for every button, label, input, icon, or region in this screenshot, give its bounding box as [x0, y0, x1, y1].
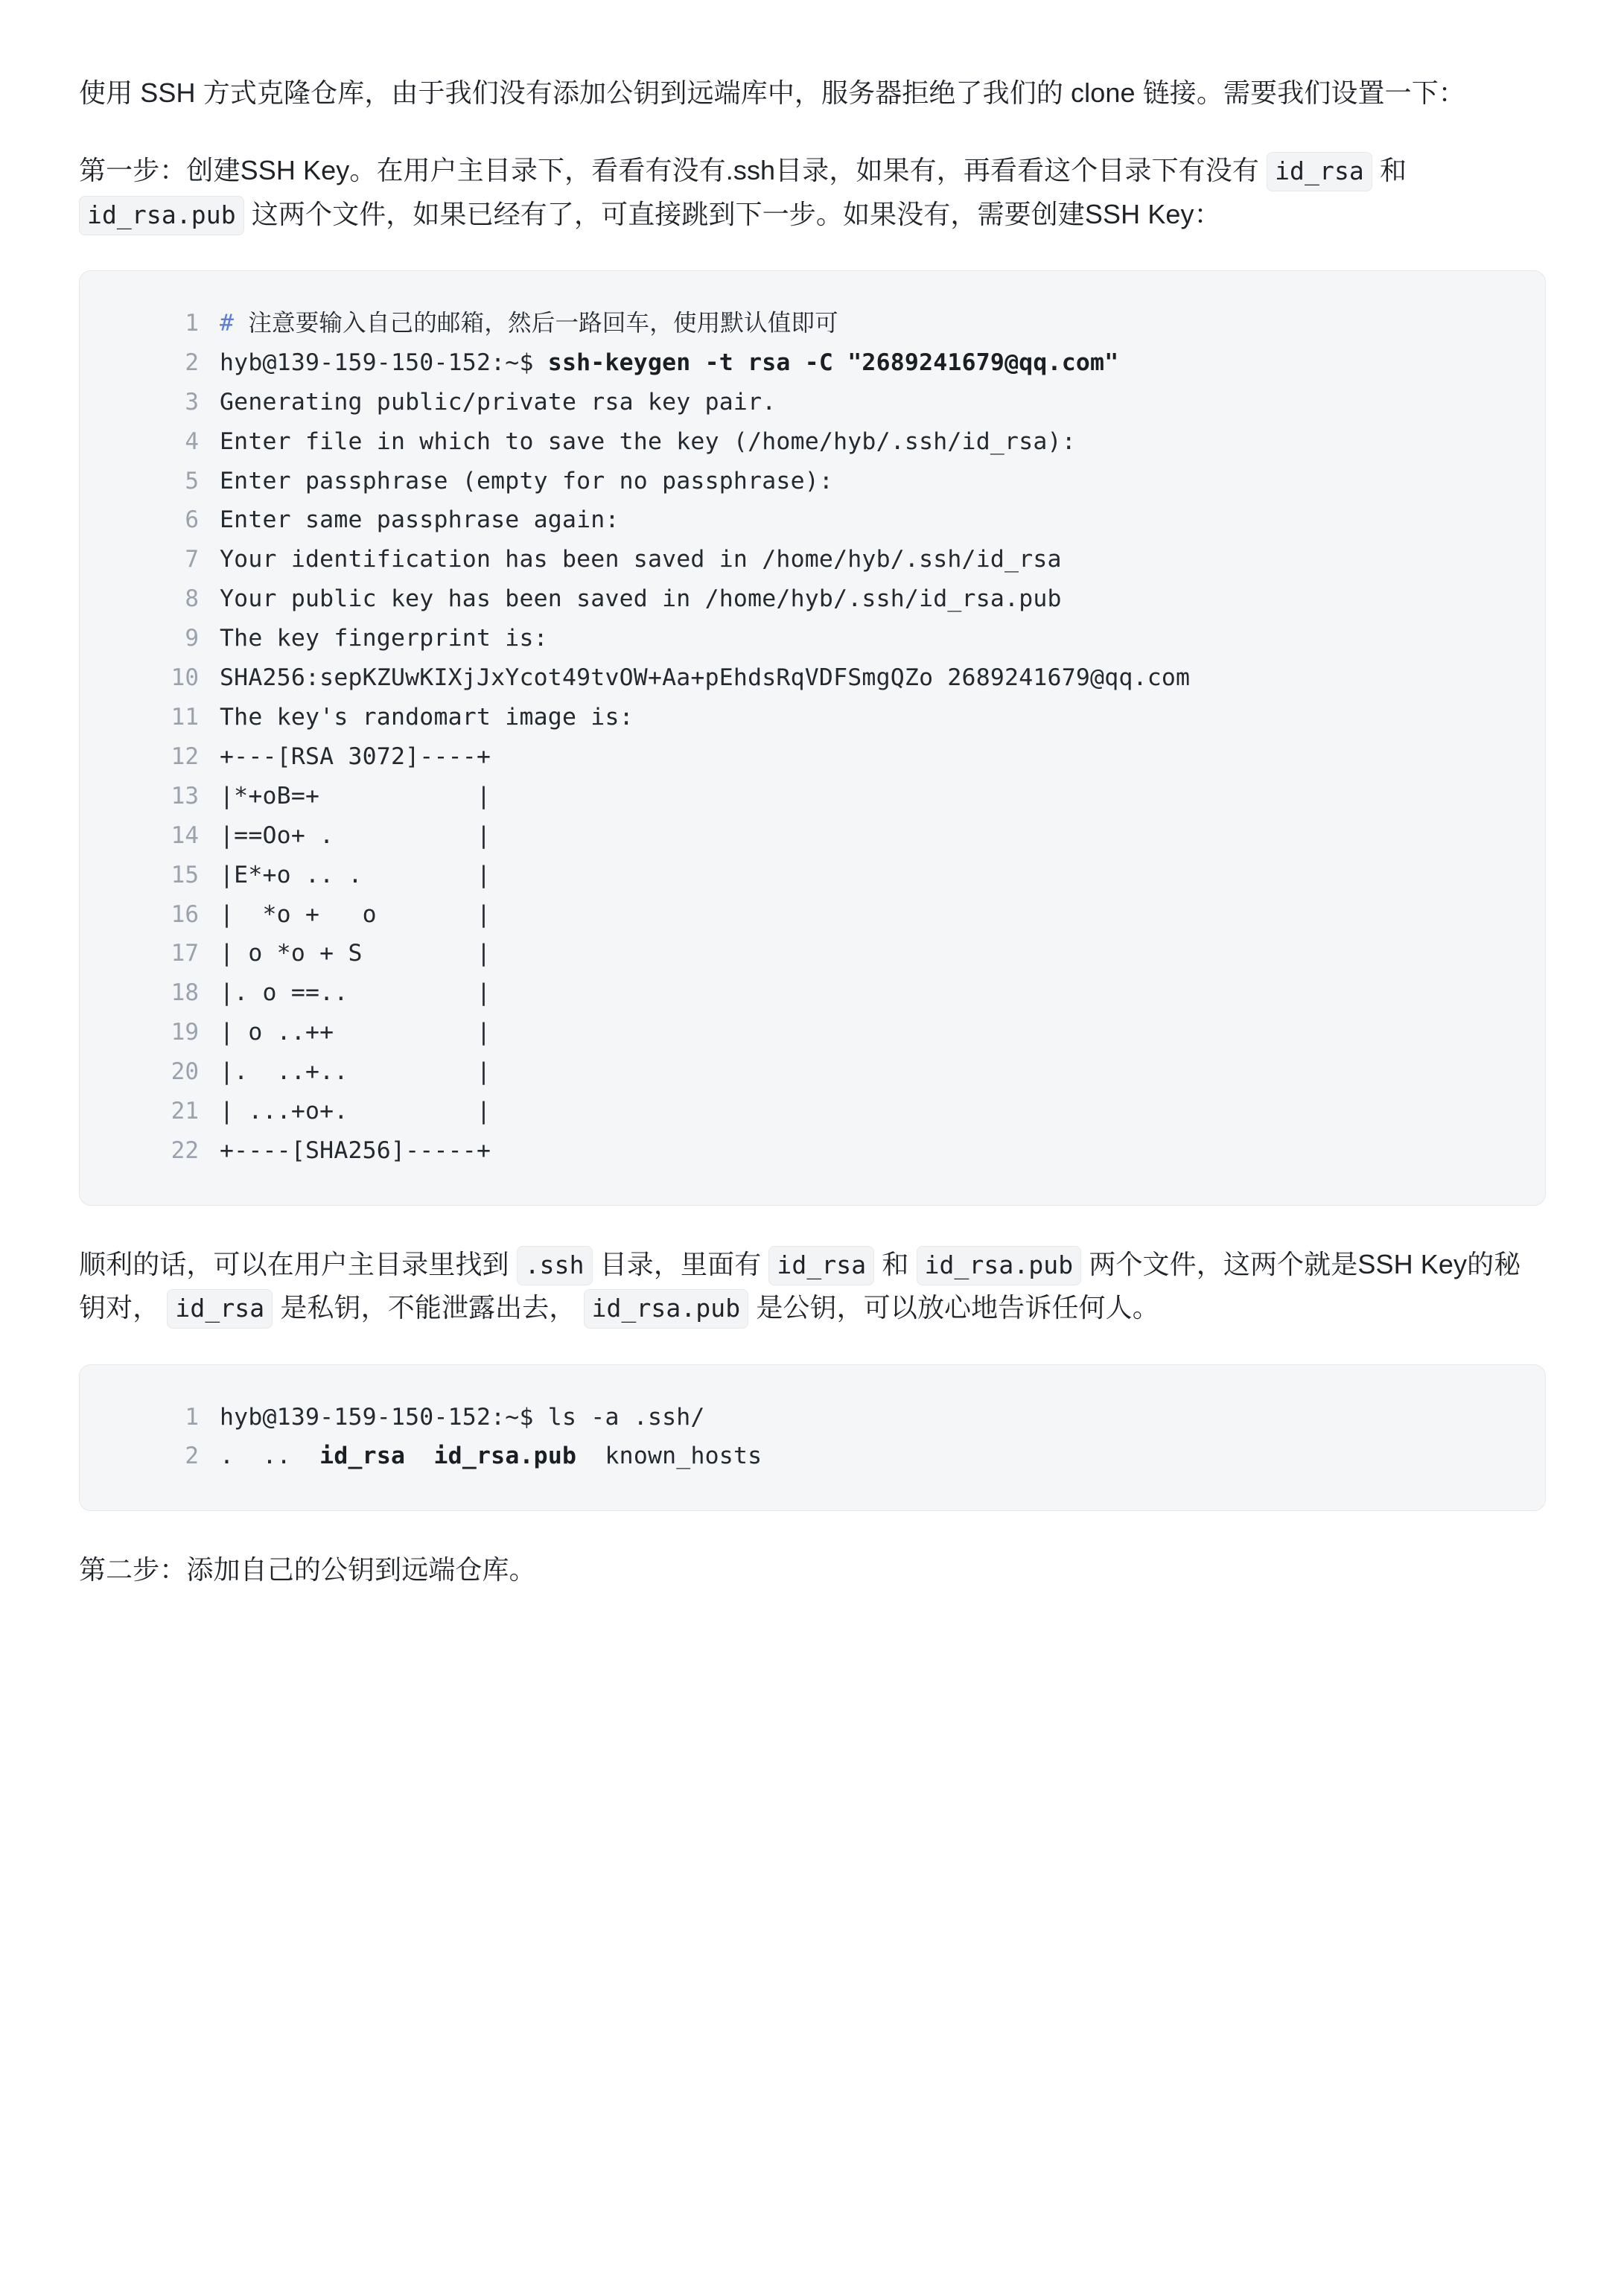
step-one-paragraph [79, 149, 1545, 236]
line-number: 16 [171, 900, 199, 928]
line-content: Your public key has been saved in /home/hyb/.ssh/id_rsa.pub [220, 585, 1062, 613]
result-paragraph [79, 1243, 1545, 1330]
result-conjunction: 和 [882, 1248, 909, 1279]
result-text-part2: 目录，里面有 [599, 1248, 762, 1279]
line-number: 19 [171, 1019, 199, 1046]
step-one-text-part1: 第一步：创建SSH Key。在用户主目录下，看看有没有.ssh目录，如果有，再看看这个目录下有没有 [79, 155, 1259, 186]
line-content: Enter file in which to save the key (/home/hyb/.ssh/id_rsa): [220, 427, 1076, 455]
step-one-conjunction: 和 [1380, 155, 1407, 186]
code-line [145, 1052, 1190, 1092]
code-lines [145, 1398, 762, 1477]
comment-marker: # [220, 309, 235, 337]
code-line [145, 343, 1190, 383]
line-number: 2 [185, 1443, 199, 1470]
line-content: Enter same passphrase again: [220, 506, 620, 534]
code-line [145, 895, 1190, 935]
line-number: 5 [185, 467, 199, 495]
code-line [145, 1092, 1190, 1131]
code-line [145, 422, 1190, 462]
shell-prompt: hyb@139-159-150-152:~$ [220, 349, 548, 376]
line-number: 9 [185, 625, 199, 652]
step-one-text-part2: 这两个文件，如果已经有了，可直接跳到下一步。如果没有，需要创建SSH Key： [251, 198, 1221, 229]
code-line [145, 500, 1190, 540]
line-number: 11 [171, 704, 199, 731]
line-number: 10 [171, 664, 199, 692]
line-number: 13 [171, 782, 199, 810]
intro-paragraph [79, 71, 1545, 115]
ls-entry-dots: . .. [220, 1443, 320, 1470]
code-line [145, 579, 1190, 619]
code-line [145, 934, 1190, 973]
line-content [220, 1437, 762, 1476]
line-content: | o ..++ | [220, 1019, 491, 1046]
code-line [145, 1437, 762, 1476]
line-content: +---[RSA 3072]----+ [220, 742, 491, 770]
line-content: |*+oB=+ | [220, 782, 491, 810]
shell-command: ssh-keygen -t rsa -C "2689241679@qq.com" [547, 349, 1119, 376]
line-content: The key fingerprint is: [220, 625, 548, 652]
result-text-part1: 顺利的话，可以在用户主目录里找到 [79, 1248, 509, 1279]
line-content: | *o + o | [220, 900, 491, 928]
code-line [145, 698, 1190, 737]
line-content: Your identification has been saved in /home/hyb/.ssh/id_rsa [220, 546, 1062, 573]
line-number: 21 [171, 1098, 199, 1125]
inline-code-id-rsa-2: id_rsa [768, 1246, 874, 1285]
code-line [145, 737, 1190, 777]
code-line [145, 619, 1190, 658]
line-content: | o *o + S | [220, 940, 491, 967]
intro-paragraph-text: 使用 SSH 方式克隆仓库，由于我们没有添加公钥到远端库中，服务器拒绝了我们的 clone 链接。需要我们设置一下： [79, 77, 1465, 108]
line-content: |E*+o .. . | [220, 861, 491, 888]
ls-entry-known-hosts: known_hosts [576, 1443, 762, 1470]
line-content: hyb@139-159-150-152:~$ ls -a .ssh/ [220, 1403, 705, 1431]
inline-code-dot-ssh: .ssh [517, 1246, 593, 1285]
line-number: 1 [185, 1403, 199, 1431]
inline-code-id-rsa-pub: id_rsa.pub [79, 196, 244, 235]
line-content: The key's randomart image is: [220, 704, 634, 731]
code-line [145, 383, 1190, 422]
code-block-ls-ssh [79, 1364, 1546, 1512]
line-number: 6 [185, 506, 199, 534]
code-line [145, 658, 1190, 698]
line-number: 17 [171, 940, 199, 967]
line-content: |. ..+.. | [220, 1058, 491, 1086]
code-line [145, 973, 1190, 1013]
line-content: |. o ==.. | [220, 979, 491, 1007]
code-line [145, 816, 1190, 856]
code-line [145, 1013, 1190, 1052]
code-line [145, 304, 1190, 343]
line-content: +----[SHA256]-----+ [220, 1136, 491, 1164]
code-line [145, 856, 1190, 895]
line-number: 3 [185, 388, 199, 416]
line-number: 1 [185, 309, 199, 337]
line-number: 12 [171, 742, 199, 770]
line-content: | ...+o+. | [220, 1098, 491, 1125]
ls-separator [405, 1443, 433, 1469]
line-number: 4 [185, 427, 199, 455]
line-content [220, 304, 1190, 343]
line-number: 22 [171, 1136, 199, 1164]
comment-text: 注意要输入自己的邮箱，然后一路回车，使用默认值即可 [234, 309, 838, 337]
inline-code-id-rsa-pub-3: id_rsa.pub [584, 1289, 749, 1329]
line-content [220, 343, 1190, 383]
inline-code-id-rsa-pub-2: id_rsa.pub [917, 1246, 1082, 1285]
inline-code-id-rsa-3: id_rsa [167, 1289, 273, 1329]
step-two-text: 第二步：添加自己的公钥到远端仓库。 [79, 1554, 536, 1586]
code-line [145, 1131, 1190, 1171]
line-content: Generating public/private rsa key pair. [220, 388, 777, 416]
line-content: SHA256:sepKZUwKIXjJxYcot49tvOW+Aa+pEhdsRqVDFSmgQZo 2689241679@qq.com [220, 664, 1191, 692]
line-number: 15 [171, 861, 199, 888]
line-number: 20 [171, 1058, 199, 1086]
line-number: 18 [171, 979, 199, 1007]
line-content: |==Oo+ . | [220, 821, 491, 849]
code-line [145, 777, 1190, 816]
line-content: Enter passphrase (empty for no passphrase): [220, 467, 834, 495]
code-line [145, 462, 1190, 501]
inline-code-id-rsa: id_rsa [1267, 152, 1372, 191]
code-block-ssh-keygen [79, 270, 1546, 1206]
code-lines [145, 304, 1190, 1171]
ls-entry-id-rsa-pub: id_rsa.pub [433, 1443, 577, 1470]
code-line [145, 1398, 762, 1437]
step-two-paragraph [79, 1548, 1545, 1591]
code-line [145, 540, 1190, 579]
line-number: 7 [185, 546, 199, 573]
line-number: 2 [185, 349, 199, 376]
result-text-part4: 是私钥，不能泄露出去， [280, 1292, 576, 1323]
line-number: 8 [185, 585, 199, 613]
line-number: 14 [171, 821, 199, 849]
result-text-part3: 两个文件，这两个就是SSH Key的秘钥对， [79, 1248, 1521, 1323]
result-text-part5: 是公钥，可以放心地告诉任何人。 [756, 1292, 1159, 1323]
ls-entry-id-rsa: id_rsa [319, 1443, 406, 1470]
